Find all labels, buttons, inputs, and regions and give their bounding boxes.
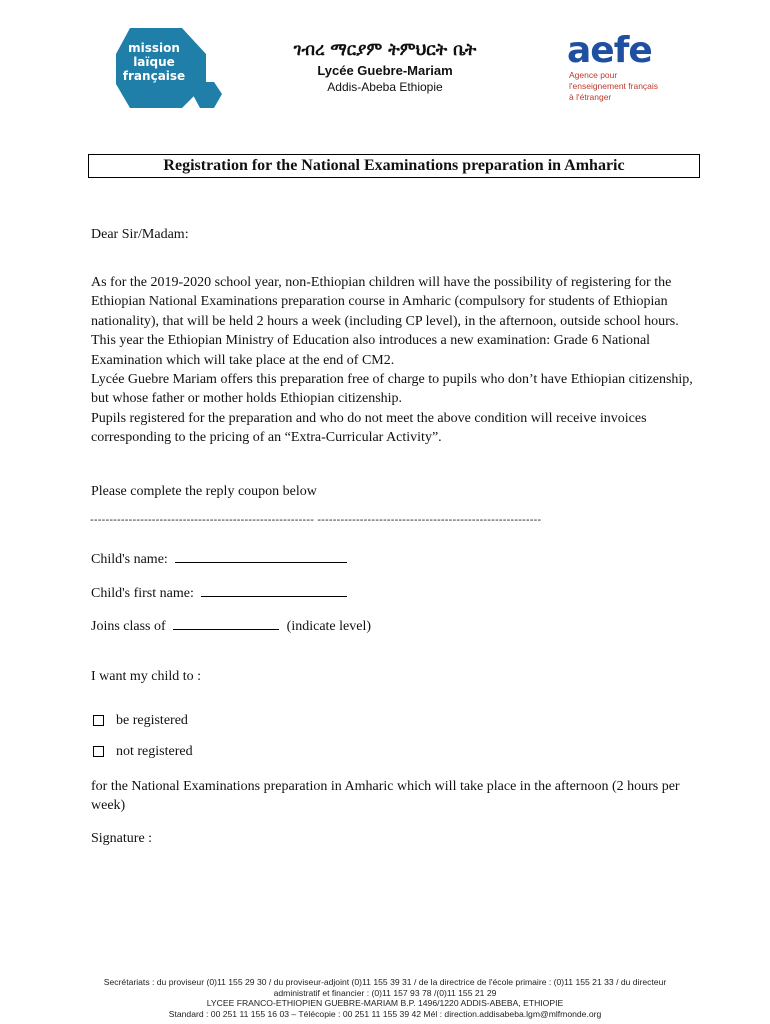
school-city: Addis-Abeba Ethiopie: [327, 80, 443, 94]
footer-line-secretariats: Secrétariats : du proviseur (0)11 155 29 30 / du proviseur-adjoint (0)11 155 39 31 / de la directrice de l'école primaire : (0)11 155 21 33 / du directeur: [103, 977, 667, 987]
class-hint: (indicate level): [286, 619, 372, 634]
mlf-logo: [110, 24, 226, 112]
option-registered-row[interactable]: [93, 711, 188, 730]
child-first-name-row: [91, 583, 347, 603]
option-not-registered-row[interactable]: [93, 742, 193, 761]
child-name-field[interactable]: [175, 549, 347, 563]
footer: [40, 977, 730, 1019]
paragraph-grade6: This year the Ethiopian Ministry of Education also introduces a new examination: Grade 6 National Examination which will take place at the end of CM2.: [91, 333, 651, 368]
registered-checkbox[interactable]: [93, 715, 104, 726]
want-label: I want my child to :: [91, 669, 202, 684]
aefe-tagline-3: à l'étranger: [569, 92, 612, 102]
mlf-logo-word-1: mission: [128, 41, 180, 55]
coupon-instruction: Please complete the reply coupon below: [91, 484, 317, 499]
paragraph-free-of-charge: Lycée Guebre Mariam offers this preparation free of charge to pupils who don’t have Ethiopian citizenship, but whose father or mother holds Ethiopian citizenship.: [91, 372, 693, 407]
school-name: Lycée Guebre-Mariam: [317, 63, 453, 78]
school-name-amharic: ገብረ ማርያም ትምህርት ቤት: [293, 40, 477, 60]
purpose-text: for the National Examinations preparation in Amharic which will take place in the afternoon (2 hours per week): [91, 779, 680, 814]
footer-line-contact: Standard : 00 251 11 155 16 03 – Télécopie : 00 251 11 155 39 42 Mél : direction.addisabeba.lgm@mlfmonde.org: [168, 1008, 602, 1019]
aefe-wordmark: aefe: [567, 30, 652, 71]
paragraph-invoices: Pupils registered for the preparation and who do not meet the above condition will receive invoices corresponding to the pricing of an “Extra-Curricular Activity”.: [91, 410, 647, 446]
footer-line-address: LYCEE FRANCO-ETHIOPIEN GUEBRE-MARIAM B.P. 1496/1220 ADDIS-ABEBA, ETHIOPIE: [206, 998, 564, 1008]
option-registered-label: be registered: [116, 713, 188, 728]
option-not-registered-label: not registered: [116, 744, 193, 759]
child-first-name-label: Child's first name:: [91, 586, 194, 601]
class-label: Joins class of: [91, 619, 166, 634]
not-registered-checkbox[interactable]: [93, 746, 104, 757]
child-first-name-field[interactable]: [201, 583, 347, 597]
child-name-row: [91, 549, 347, 569]
paragraph-school-year: As for the 2019-2020 school year, non-Ethiopian children will have the possibility of registering for the Ethiopian National Examinations preparation course in Amharic (compulsory for students of Ethiopian nationality), that will be held 2 hours a week (including CP level), in the afternoon, outside school hours.: [91, 275, 679, 329]
document-title-box: [88, 154, 700, 178]
class-field[interactable]: [173, 616, 279, 630]
aefe-tagline-2: l'enseignement français: [569, 81, 659, 91]
footer-line-financial: administratif et financier : (0)11 157 93 78 /(0)11 155 21 29: [273, 987, 497, 998]
cut-line: ---------------------------------------------------------- ----------------------------------------------------------: [90, 514, 542, 526]
class-row: [91, 616, 371, 636]
aefe-tagline-1: Agence pour: [569, 70, 618, 80]
aefe-logo: [565, 28, 695, 108]
letter-body: [91, 273, 701, 448]
mlf-logo-word-2: laïque: [133, 55, 175, 69]
mlf-logo-word-3: française: [122, 69, 186, 83]
child-name-label: Child's name:: [91, 552, 168, 567]
document-title: Registration for the National Examinations preparation in Amharic: [163, 157, 625, 174]
signature-label: Signature :: [91, 831, 153, 846]
greeting: Dear Sir/Madam:: [91, 227, 189, 242]
